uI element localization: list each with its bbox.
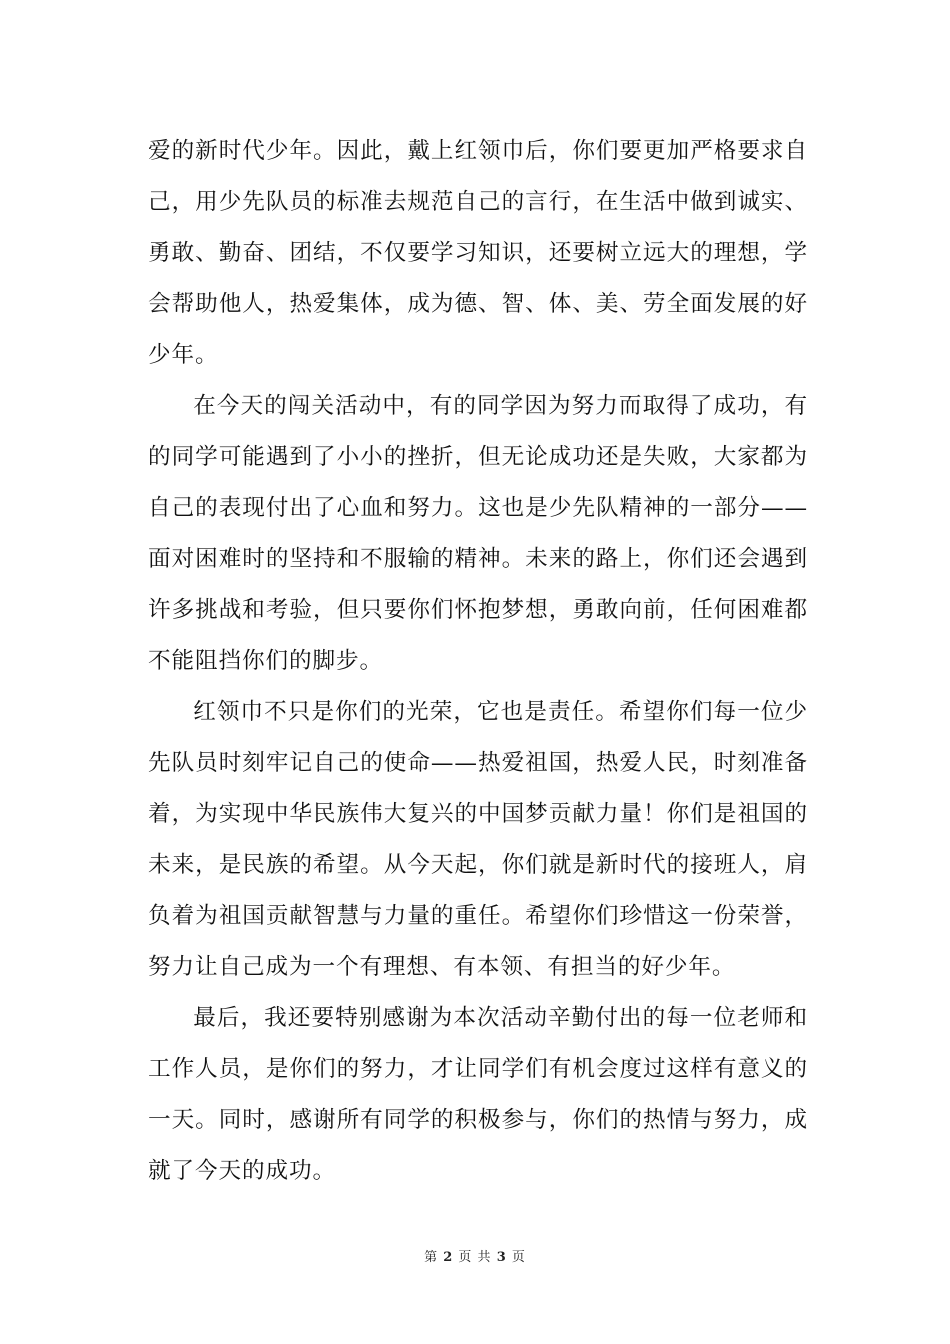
footer-suffix: 页 <box>511 1250 526 1265</box>
footer-prefix: 第 <box>424 1250 439 1265</box>
paragraph-1: 爱的新时代少年。因此，戴上红领巾后，你们要更加严格要求自己，用少先队员的标准去规范自己的言行，在生活中做到诚实、勇敢、勤奋、团结，不仅要学习知识，还要树立远大的理想，学会帮助他人，热爱集体，成为德、智、体、美、劳全面发展的好少年。 <box>148 138 808 368</box>
paragraph-3: 红领巾不只是你们的光荣，它也是责任。希望你们每一位少先队员时刻牢记自己的使命——热爱祖国，热爱人民，时刻准备着，为实现中华民族伟大复兴的中国梦贡献力量！你们是祖国的未来，是民族的希望。从今天起，你们就是新时代的接班人，肩负着为祖国贡献智慧与力量的重任。希望你们珍惜这一份荣誉，努力让自己成为一个有理想、有本领、有担当的好少年。 <box>148 699 808 980</box>
total-page-number: 3 <box>496 1250 507 1265</box>
page-footer <box>0 1246 950 1265</box>
paragraph-2: 在今天的闯关活动中，有的同学因为努力而取得了成功，有的同学可能遇到了小小的挫折，但无论成功还是失败，大家都为自己的表现付出了心血和努力。这也是少先队精神的一部分——面对困难时的坚持和不服输的精神。未来的路上，你们还会遇到许多挑战和考验，但只要你们怀抱梦想，勇敢向前，任何困难都不能阻挡你们的脚步。 <box>148 393 808 674</box>
footer-middle: 页 共 <box>458 1250 492 1265</box>
paragraph-4: 最后，我还要特别感谢为本次活动辛勤付出的每一位老师和工作人员，是你们的努力，才让同学们有机会度过这样有意义的一天。同时，感谢所有同学的积极参与，你们的热情与努力，成就了今天的成功。 <box>148 1005 808 1184</box>
document-body <box>148 126 808 1197</box>
current-page-number: 2 <box>443 1250 454 1265</box>
